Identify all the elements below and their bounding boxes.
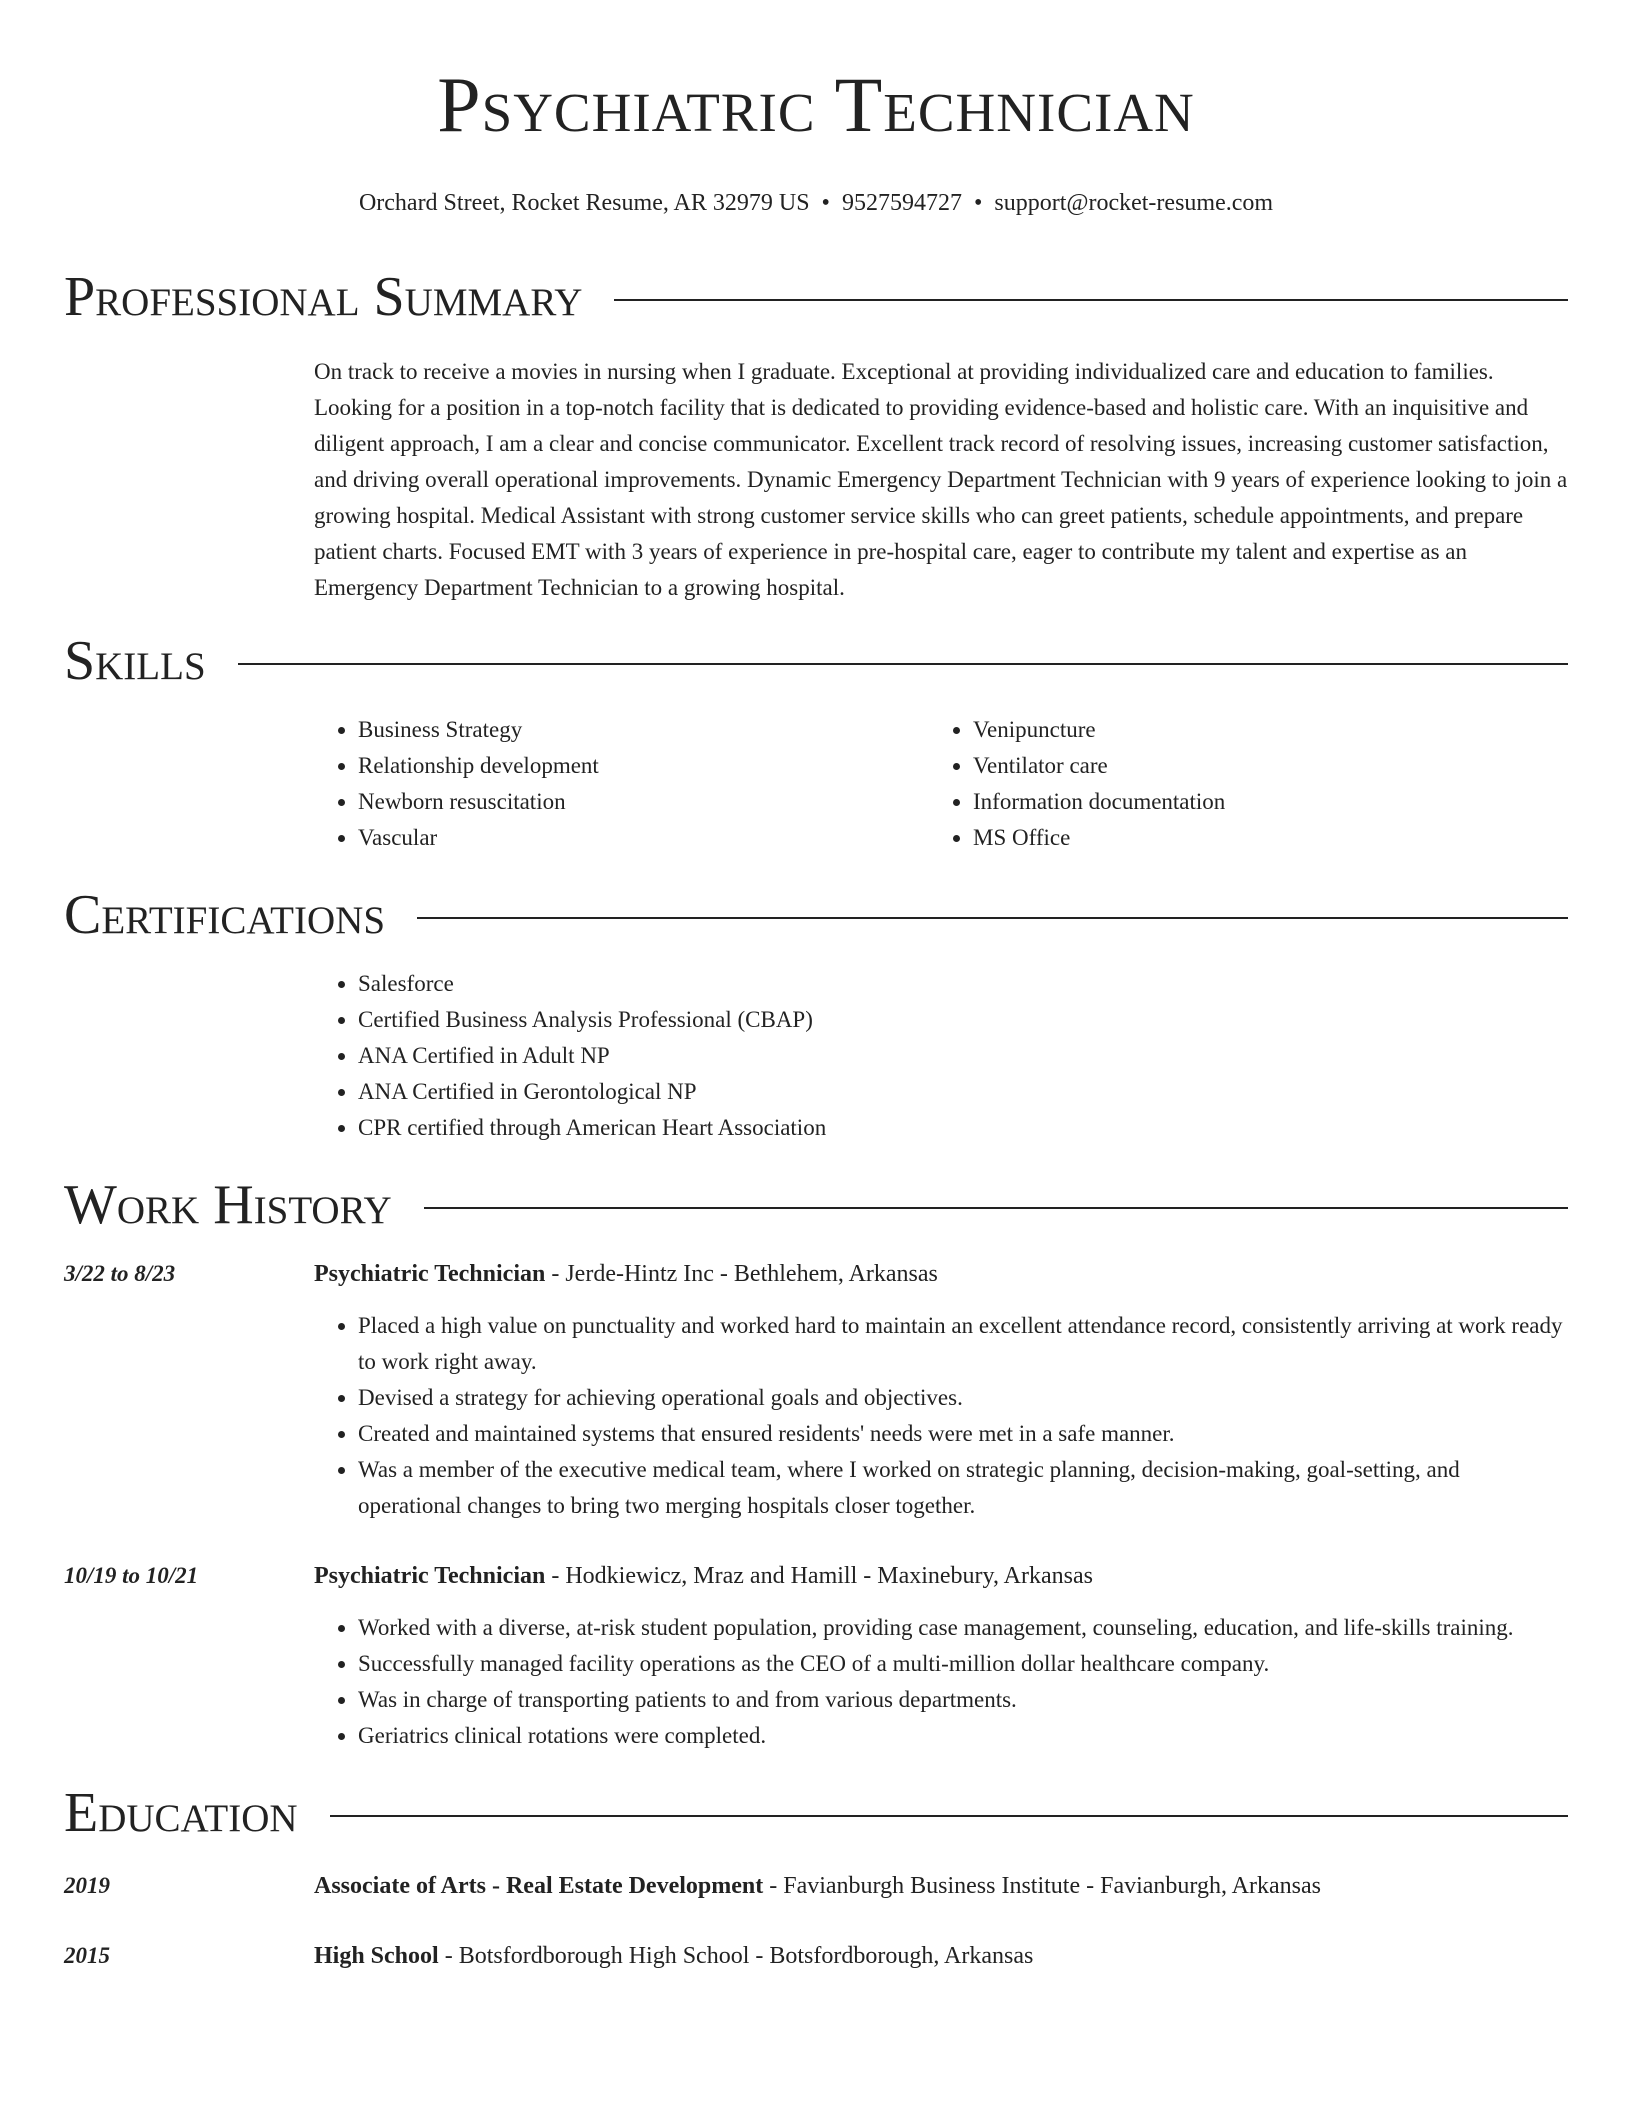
certification-item: • ANA Certified in Adult NP: [358, 1038, 1568, 1074]
contact-email: support@rocket-resume.com: [994, 190, 1274, 216]
work-history-section: [64, 1170, 1568, 1754]
skill-item: • Ventilator care: [973, 748, 1544, 784]
contact-separator: •: [973, 190, 983, 216]
certifications-section: [64, 880, 1568, 1146]
job-bullet: • Was in charge of transporting patients to and from various departments.: [358, 1682, 1568, 1718]
education-year: 2015: [64, 1943, 110, 1968]
education-school-location: - Favianburgh Business Institute - Favianburgh, Arkansas: [763, 1873, 1321, 1899]
section-divider: [330, 1815, 1568, 1817]
job-body: [314, 1254, 1568, 1524]
job-body: [314, 1556, 1568, 1754]
job-bullet: • Placed a high value on punctuality and worked hard to maintain an excellent attendance record, consistently arriving at work ready to work right away.: [358, 1308, 1568, 1380]
education-line: [314, 1936, 1033, 1976]
job-entry: [64, 1254, 1568, 1524]
skill-item: • Business Strategy: [358, 712, 929, 748]
job-bullets: [314, 1610, 1568, 1754]
section-header: [64, 626, 1568, 696]
education-school-location: - Botsfordborough High School - Botsfordborough, Arkansas: [438, 1943, 1034, 1969]
job-bullet: • Geriatrics clinical rotations were completed.: [358, 1718, 1568, 1754]
job-role: Psychiatric Technician: [314, 1563, 546, 1589]
job-employer-location: - Jerde-Hintz Inc - Bethlehem, Arkansas: [545, 1261, 938, 1287]
skill-item: • Newborn resuscitation: [358, 784, 929, 820]
skills-column-right: [929, 712, 1544, 856]
certification-item: • Salesforce: [358, 966, 1568, 1002]
skills-column-left: [314, 712, 929, 856]
job-bullet: • Devised a strategy for achieving operational goals and objectives.: [358, 1380, 1568, 1416]
skill-item: • MS Office: [973, 820, 1544, 856]
summary-section: [64, 262, 1568, 606]
job-title-line: [314, 1254, 1568, 1294]
skill-item: • Vascular: [358, 820, 929, 856]
skills-list-left: [314, 712, 929, 856]
job-title-line: [314, 1556, 1568, 1596]
skills-list-right: [929, 712, 1544, 856]
summary-text: On track to receive a movies in nursing when I graduate. Exceptional at providing individualized care and education to families. Looking for a position in a top-notch facility that is dedicated to providing evidence-based and holistic care. With an inquisitive and diligent approach, I am a clear and concise communicator. Excellent track record of resolving issues, increasing customer satisfaction, and driving overall operational improvements. Dynamic Emergency Department Technician with 9 years of experience looking to join a growing hospital. Medical Assistant with strong customer service skills who can greet patients, schedule appointments, and prepare patient charts. Focused EMT with 3 years of experience in pre-hospital care, eager to contribute my talent and expertise as an Emergency Department Technician to a growing hospital.: [314, 359, 1568, 600]
education-degree: Associate of Arts - Real Estate Development: [314, 1873, 764, 1899]
certifications-list-wrapper: [314, 966, 1568, 1146]
contact-address: Orchard Street, Rocket Resume, AR 32979 US: [358, 190, 810, 216]
contact-separator: •: [821, 190, 830, 216]
section-header: [64, 1778, 1568, 1848]
section-divider: [614, 299, 1568, 301]
section-header: [64, 262, 1568, 332]
section-divider: [424, 1207, 1568, 1209]
job-entry: [64, 1556, 1568, 1754]
section-divider: [238, 663, 1568, 665]
job-role: Psychiatric Technician: [314, 1261, 546, 1287]
job-bullets: [314, 1308, 1568, 1524]
education-section: [64, 1778, 1568, 1976]
certification-item: • ANA Certified in Gerontological NP: [358, 1074, 1568, 1110]
section-divider: [417, 917, 1568, 919]
candidate-name: Psychiatric Technician: [437, 61, 1195, 148]
contact-phone: 9527594727: [841, 190, 962, 216]
certifications-list: [314, 966, 1568, 1146]
job-bullet: • Worked with a diverse, at-risk student population, providing case management, counseling, education, and life-skills training.: [358, 1610, 1568, 1646]
skill-item: • Information documentation: [973, 784, 1544, 820]
education-degree: High School: [314, 1943, 439, 1969]
section-title-work-history: Work History: [64, 1174, 392, 1236]
job-dates: 10/19 to 10/21: [64, 1563, 199, 1588]
section-title-summary: Professional Summary: [64, 266, 583, 328]
section-header: [64, 880, 1568, 950]
job-dates: 3/22 to 8/23: [64, 1261, 176, 1286]
section-title-education: Education: [64, 1782, 298, 1844]
job-bullet: • Successfully managed facility operations as the CEO of a multi-million dollar healthcare company.: [358, 1646, 1568, 1682]
job-bullet: • Created and maintained systems that ensured residents' needs were met in a safe manner.: [358, 1416, 1568, 1452]
education-year: 2019: [64, 1873, 110, 1898]
certification-item: • Certified Business Analysis Professional (CBAP): [358, 1002, 1568, 1038]
skills-grid: [314, 712, 1568, 856]
section-title-certifications: Certifications: [64, 884, 386, 946]
job-employer-location: - Hodkiewicz, Mraz and Hamill - Maxinebury, Arkansas: [545, 1563, 1093, 1589]
education-entry: [64, 1936, 1568, 1976]
education-entry: [64, 1866, 1568, 1906]
education-line: [314, 1866, 1321, 1906]
section-title-skills: Skills: [64, 630, 206, 692]
section-header: [64, 1170, 1568, 1240]
contact-line: [64, 188, 1568, 218]
certification-item: • CPR certified through American Heart Association: [358, 1110, 1568, 1146]
skill-item: • Venipuncture: [973, 712, 1544, 748]
job-bullet: • Was a member of the executive medical team, where I worked on strategic planning, decision-making, goal-setting, and operational changes to bring two merging hospitals closer together.: [358, 1452, 1568, 1524]
skill-item: • Relationship development: [358, 748, 929, 784]
skills-section: [64, 626, 1568, 856]
